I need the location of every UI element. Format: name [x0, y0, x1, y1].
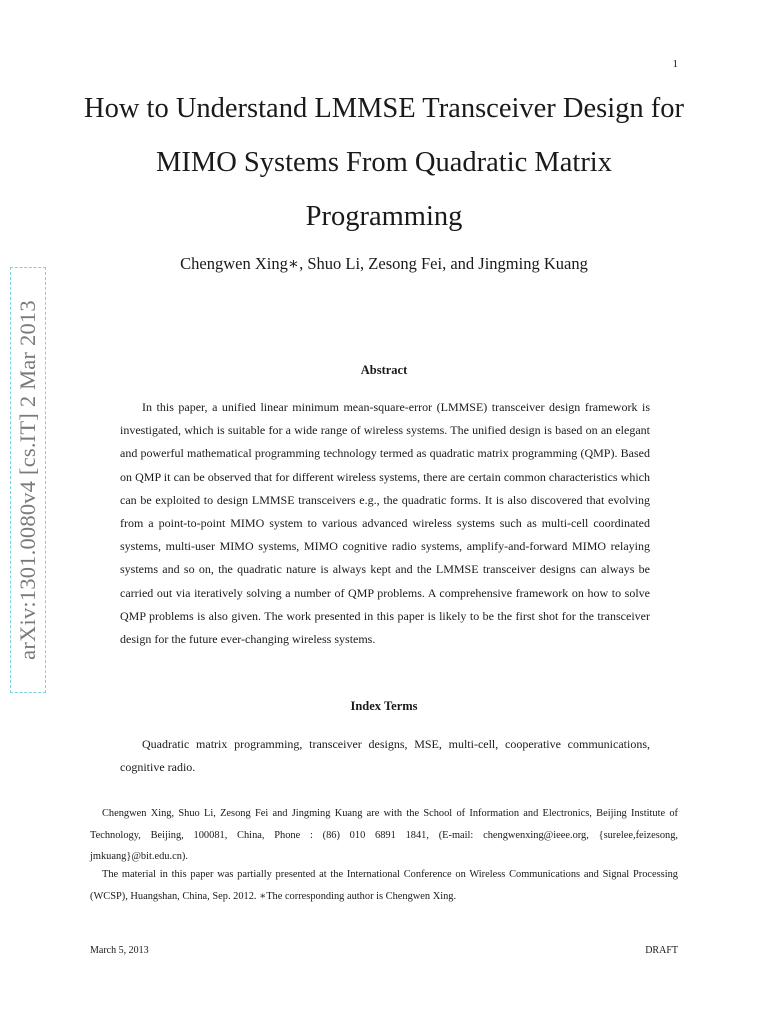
footer-date: March 5, 2013	[90, 945, 149, 956]
affiliation-footnote-text: Chengwen Xing, Shuo Li, Zesong Fei and Jingming Kuang are with the School of Information and Electronics, Beijing Institute of Technology, Beijing, 100081, China, Phone : (86) 010 6891 1841, (E-mail: chengwenxing@ieee.org, {surelee,feizesong, jmkuang}@bit.edu.cn).	[90, 808, 678, 862]
conference-footnote	[90, 864, 678, 907]
affiliation-footnote	[90, 803, 678, 868]
footer-draft-label: DRAFT	[645, 945, 678, 956]
arxiv-identifier: arXiv:1301.0080v4 [cs.IT] 2 Mar 2013	[15, 300, 40, 660]
abstract-text: In this paper, a unified linear minimum mean-square-error (LMMSE) transceiver design framework is investigated, which is suitable for a wide range of wireless systems. The unified design is based on an elegant and powerful mathematical programming technology termed as quadratic matrix programming (QMP). Based on QMP it can be observed that for different wireless systems, there are certain common characteristics which can be exploited to design LMMSE transceivers e.g., the quadratic forms. It is also discovered that evolving from a point-to-point MIMO system to various advanced wireless systems such as multi-cell coordinated systems, multi-user MIMO systems, MIMO cognitive radio systems, amplify-and-forward MIMO relaying systems and so on, the quadratic nature is always kept and the LMMSE transceiver designs can always be carried out via iteratively solving a number of QMP problems. A comprehensive framework on how to solve QMP problems is also given. The work presented in this paper is likely to be the first shot for the transceiver design for the future ever-changing wireless systems.	[120, 400, 650, 647]
abstract-heading: Abstract	[360, 363, 408, 377]
index-terms-body	[120, 733, 650, 779]
index-terms-heading: Index Terms	[350, 699, 418, 713]
abstract-body	[120, 396, 650, 651]
index-terms-text: Quadratic matrix programming, transceiver designs, MSE, multi-cell, cooperative communications, cognitive radio.	[120, 737, 650, 775]
arxiv-stamp	[10, 267, 46, 693]
paper-title: How to Understand LMMSE Transceiver Design for MIMO Systems From Quadratic Matrix Programming	[83, 93, 685, 232]
page-number: 1	[672, 58, 678, 70]
author-list: Chengwen Xing∗, Shuo Li, Zesong Fei, and Jingming Kuang	[180, 254, 588, 273]
conference-footnote-text: The material in this paper was partially presented at the International Conference on Wireless Communications and Signal Processing (WCSP), Huangshan, China, Sep. 2012. ∗The corresponding author is Chengwen Xing.	[90, 869, 678, 902]
